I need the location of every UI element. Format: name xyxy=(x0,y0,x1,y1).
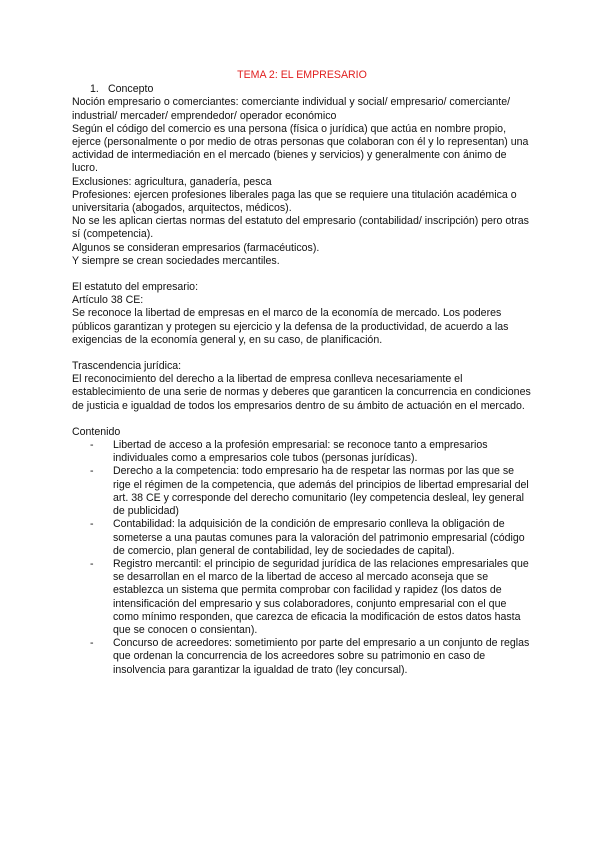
spacer xyxy=(72,347,532,360)
paragraph-farmaceuticos: Algunos se consideran empresarios (farmacéuticos). xyxy=(72,241,320,254)
section-heading-concepto xyxy=(72,83,532,96)
document-title: TEMA 2: EL EMPRESARIO xyxy=(237,69,367,81)
paragraph-profesiones: Profesiones: ejercen profesiones liberales paga las que se requiere una titulación académica o universitaria (abogados, arquitectos, médicos). xyxy=(72,188,517,215)
list-item xyxy=(72,465,532,518)
dash-bullet: - xyxy=(90,518,94,531)
list-item xyxy=(72,439,532,465)
document-page xyxy=(72,69,532,677)
dash-bullet: - xyxy=(90,557,94,570)
paragraph-codigo-comercio: Según el código del comercio es una persona (física o jurídica) que actúa en nombre propio, ejerce (personalmente o por medio de otras personas que colaboran con él y lo representan) una actividad de intermediación en el mercado (bienes y servicios) y generalmente con ánimo de lucro. xyxy=(72,122,529,175)
dash-bullet: - xyxy=(90,465,94,478)
list-item-text: Derecho a la competencia: todo empresario ha de respetar las normas por las que se rige el régimen de la competencia, que además del principios de libertad empresarial del art. 38 CE y corresponde del derecho comunitario (ley competencia desleal, ley general de publicidad) xyxy=(113,465,529,518)
list-item-text: Contabilidad: la adquisición de la condición de empresario conlleva la obligación de someterse a una pautas comunes para la valoración del patrimonio empresarial (código de comercio, plan general de contabilidad, ley de sociedades de capital). xyxy=(113,518,525,557)
section-number: 1. xyxy=(90,83,99,96)
dash-bullet: - xyxy=(90,637,94,650)
contenido-heading: Contenido xyxy=(72,425,121,438)
paragraph-exclusiones: Exclusiones: agricultura, ganadería, pesca xyxy=(72,175,272,188)
list-item xyxy=(72,558,532,637)
estatuto-heading: El estatuto del empresario: xyxy=(72,281,199,294)
paragraph-sociedades: Y siempre se crean sociedades mercantiles. xyxy=(72,254,280,267)
list-item-text: Registro mercantil: el principio de seguridad jurídica de las relaciones empresariales que se desarrollan en el marco de la libertad de acceso al mercado aconseja que se establezca un sistema que permita comprobar con facilidad y rapidez (los datos de intensificación del empresario y sus colaboradores, conjunto empresarial con el que como mínimo responden, que carezca de eficacia la modificación de estos datos hasta que se conocen o consientan). xyxy=(113,557,529,636)
paragraph-normas: No se les aplican ciertas normas del estatuto del empresario (contabilidad/ inscripción) pero otras sí (competencia). xyxy=(72,215,529,241)
dash-bullet: - xyxy=(90,439,94,452)
spacer xyxy=(72,268,532,281)
section-heading-text: Concepto xyxy=(108,83,154,96)
trascendencia-heading: Trascendencia jurídica: xyxy=(72,360,182,373)
list-item xyxy=(72,637,532,677)
estatuto-text: Se reconoce la libertad de empresas en el marco de la economía de mercado. Los poderes públicos garantizan y protegen su ejercicio y la defensa de la productividad, de acuerdo a las exigencias de la economía general y, en su caso, de planificación. xyxy=(72,307,509,346)
list-item-text: Concurso de acreedores: sometimiento por parte del empresario a un conjunto de reglas que ordenan la concurrencia de los acreedores sobre su patrimonio en caso de insolvencia para garantizar la igualdad de trato (ley concursal). xyxy=(113,637,530,676)
spacer xyxy=(72,413,532,426)
list-item xyxy=(72,518,532,558)
trascendencia-text: El reconocimiento del derecho a la libertad de empresa conlleva necesariamente el establecimiento de una serie de normas y deberes que garanticen la concurrencia en condiciones de justicia e igualdad de todos los empresarios dentro de su ámbito de actuación en el mercado. xyxy=(72,373,531,412)
paragraph-nocion: Noción empresario o comerciantes: comerciante individual y social/ empresario/ comerciante/ industrial/ mercader/ emprendedor/ operador económico xyxy=(72,96,511,122)
estatuto-article: Artículo 38 CE: xyxy=(72,294,144,307)
contenido-list xyxy=(72,439,532,677)
list-item-text: Libertad de acceso a la profesión empresarial: se reconoce tanto a empresarios individuales como a empresarios cole tubos (personas jurídicas). xyxy=(113,439,488,465)
